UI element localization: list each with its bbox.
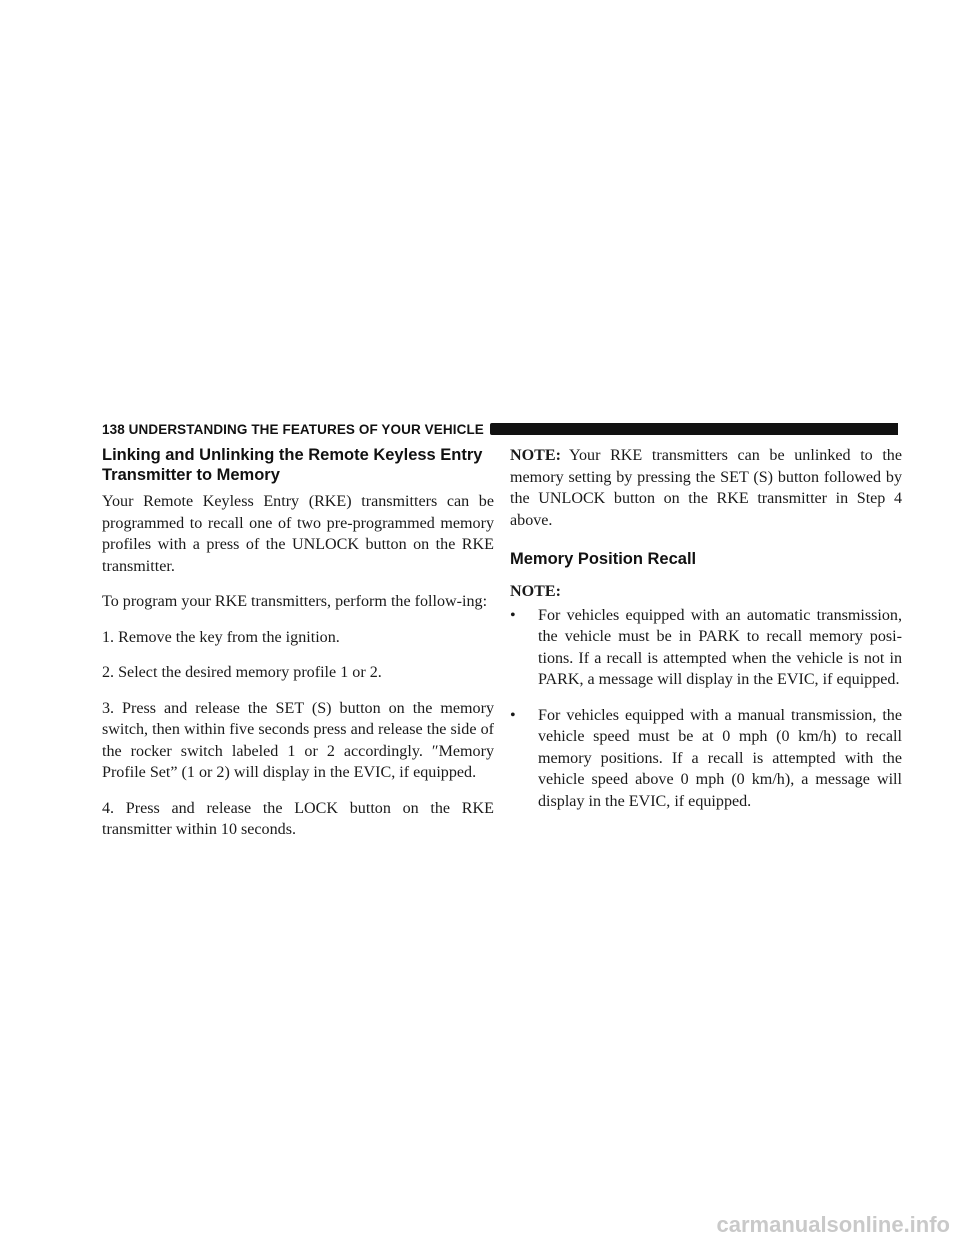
bullet-icon: • <box>510 606 516 624</box>
step-4: 4. Press and release the LOCK button on the RKE transmitter within 10 seconds. <box>102 799 494 838</box>
intro-paragraph: Your Remote Keyless Entry (RKE) transmitters can be programmed to recall one of two pre-programmed memory profiles with a press of the UNLOCK button on the RKE transmitter. <box>102 493 494 575</box>
page-number-section-title: 138 UNDERSTANDING THE FEATURES OF YOUR VEHICLE <box>102 421 484 437</box>
page-header <box>102 420 898 438</box>
note-label: NOTE: <box>510 583 561 600</box>
bullet-icon: • <box>510 706 516 724</box>
step-3: 3. Press and release the SET (S) button on the memory switch, then within five seconds press and release the side of the rocker switch labeled 1 or 2 accordingly. ″Memory Profile Set” (1 or 2) will display in the EVIC, if equipped. <box>102 699 494 781</box>
unlink-note-text: Your RKE transmitters can be unlinked to the memory setting by pressing the SET (S) button followed by the UNLOCK button on the RKE transmitter in Step 4 above. <box>510 447 902 529</box>
bullet-text: For vehicles equipped with an automatic transmission, the vehicle must be in PARK to recall memory posi-tions. If a recall is attempted when the vehicle is not in PARK, a message will display in the EVIC, if equipped. <box>538 606 902 688</box>
note-label: NOTE: <box>510 447 561 464</box>
bullet-text: For vehicles equipped with a manual transmission, the vehicle speed must be at 0 mph (0 km/h) to recall memory positions. If a recall is attempted with the vehicle speed above 0 mph (0 km/h), a message will display in the EVIC, if equipped. <box>538 706 902 810</box>
list-item <box>510 605 902 691</box>
list-item <box>510 705 902 813</box>
step-2: 2. Select the desired memory profile 1 or 2. <box>102 664 382 681</box>
right-column <box>510 445 902 826</box>
recall-bullet-list <box>510 605 902 813</box>
left-column <box>102 445 494 855</box>
program-intro-paragraph: To program your RKE transmitters, perform the follow-ing: <box>102 593 488 610</box>
site-watermark: carmanualsonline.info <box>716 1212 950 1237</box>
unlink-note <box>510 445 902 531</box>
recall-note-label <box>510 581 902 603</box>
step-1: 1. Remove the key from the ignition. <box>102 628 340 646</box>
section-heading-memory-recall: Memory Position Recall <box>510 550 697 568</box>
section-heading-linking: Linking and Unlinking the Remote Keyless Entry Transmitter to Memory <box>102 446 483 484</box>
header-rule-bar <box>490 423 898 435</box>
